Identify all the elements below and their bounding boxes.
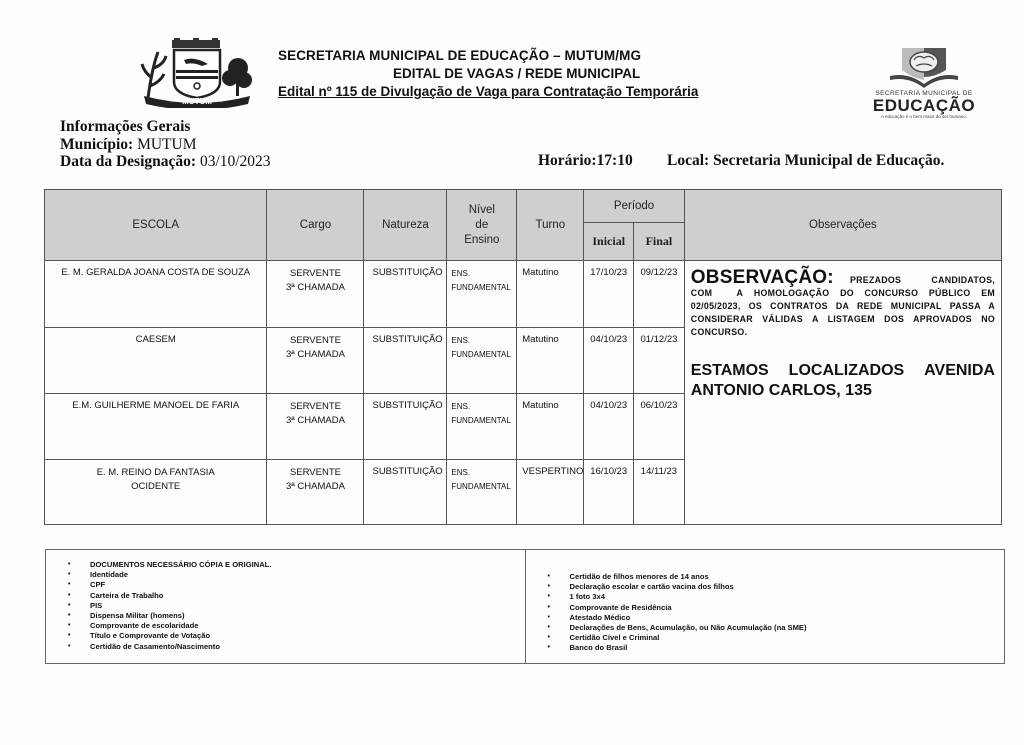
- sme-education-logo: [866, 44, 982, 128]
- escola-line: E. M. REINO DA FANTASIA: [96, 467, 215, 478]
- nivel-line: de: [475, 218, 489, 231]
- nivel-line: ENS.: [451, 468, 471, 477]
- cargo-line: SERVENTE: [289, 268, 341, 279]
- bullet-icon: •: [547, 603, 550, 611]
- observacao-first: PREZADOS CANDIDATOS, COM A: [690, 275, 995, 298]
- document-item: [548, 613, 1005, 623]
- nivel-line: ENS.: [451, 402, 471, 411]
- documents-left-list: [68, 560, 525, 652]
- cell-nivel: [447, 460, 517, 525]
- cell-final: 06/10/23: [634, 394, 685, 460]
- cell-inicial: 04/10/23: [584, 394, 634, 460]
- address-line2: ANTONIO CARLOS, 135: [690, 382, 872, 399]
- cargo-line: SERVENTE: [289, 467, 341, 478]
- address-word: AVENIDA: [924, 362, 995, 379]
- document-label: 1 foto 3x4: [569, 592, 605, 602]
- sme-logo-main: EDUCAÇÃO: [872, 96, 976, 115]
- address-word: ESTAMOS: [690, 362, 769, 379]
- cell-escola: [45, 261, 267, 328]
- address-word: LOCALIZADOS: [788, 362, 905, 379]
- document-item: [548, 643, 1005, 653]
- bullet-icon: •: [547, 644, 550, 652]
- nivel-line: ENS.: [451, 269, 471, 278]
- col-header-nivel: [447, 190, 517, 261]
- document-item: [548, 592, 1005, 602]
- general-info: [60, 118, 271, 171]
- data-designacao-label: Data da Designação:: [60, 153, 197, 170]
- mutum-crest-logo: [138, 38, 256, 108]
- document-label: Comprovante de Residência: [569, 602, 672, 612]
- header-title: SECRETARIA MUNICIPAL DE EDUCAÇÃO – MUTUM/MG: [278, 48, 642, 63]
- cargo-line: SERVENTE: [289, 335, 341, 346]
- escola-line: OCIDENTE: [131, 481, 181, 492]
- document-item: [548, 603, 1005, 613]
- bullet-icon: •: [547, 583, 550, 591]
- document-item: [548, 633, 1005, 643]
- observacoes-cell: [684, 261, 1001, 525]
- cell-final: 09/12/23: [634, 261, 685, 328]
- cell-natureza: SUBSTITUIÇÃO: [364, 460, 447, 525]
- cell-final: 01/12/23: [634, 328, 685, 394]
- document-label: Carteira de Trabalho: [90, 590, 164, 600]
- observacao-rest: HOMOLOGAÇÃO DO CONCURSO PÚBLICO EM 02/05/2023, OS CONTRATOS DA REDE MUNICIPAL PASSA A CONSIDERAR VÁLIDAS A LISTAGEM DOS APROVADOS NO CONCURSO.: [690, 288, 995, 337]
- header-subtitle: EDITAL DE VAGAS / REDE MUNICIPAL: [393, 66, 641, 81]
- bullet-icon: •: [68, 601, 71, 609]
- sme-logo-top: SECRETARIA MUNICIPAL DE: [875, 90, 973, 97]
- bullet-icon: •: [68, 632, 71, 640]
- col-header-periodo: Período: [584, 190, 684, 223]
- document-item: [548, 623, 1005, 633]
- cell-nivel: [447, 394, 517, 460]
- cargo-line: SERVENTE: [289, 401, 341, 412]
- document-label: Certidão de Casamento/Nascimento: [90, 641, 220, 651]
- bullet-icon: •: [547, 593, 550, 601]
- nivel-line: FUNDAMENTAL: [451, 350, 511, 359]
- document-label: CPF: [90, 580, 106, 590]
- bullet-icon: •: [68, 581, 71, 589]
- horario: [538, 152, 633, 170]
- document-label: Certidão de filhos menores de 14 anos: [569, 572, 709, 581]
- document-label: Banco do Brasil: [569, 643, 628, 653]
- document-item: [548, 582, 1005, 592]
- cell-cargo: [267, 460, 364, 525]
- municipio-value: MUTUM: [137, 135, 197, 153]
- document-item: [68, 580, 525, 590]
- cell-nivel: [447, 328, 517, 394]
- bullet-icon: •: [547, 634, 550, 642]
- cell-natureza: SUBSTITUIÇÃO: [364, 328, 447, 394]
- cell-turno: Matutino: [517, 261, 584, 328]
- document-label: Certidão Cível e Criminal: [569, 633, 660, 643]
- table-row: [45, 261, 1002, 328]
- document-item: [68, 570, 525, 580]
- cell-escola: [45, 328, 267, 394]
- document-label: Título e Comprovante de Votação: [90, 631, 211, 641]
- cell-cargo: [267, 394, 364, 460]
- document-item: [68, 591, 525, 601]
- bullet-icon: •: [547, 624, 550, 632]
- document-item: [548, 572, 1005, 582]
- document-label: Comprovante de escolaridade: [90, 621, 199, 631]
- documents-left-column: [46, 550, 525, 663]
- cell-natureza: SUBSTITUIÇÃO: [364, 394, 447, 460]
- cell-cargo: [267, 261, 364, 328]
- cell-escola: [45, 460, 267, 525]
- document-item: [68, 611, 525, 621]
- escola-line: E.M. GUILHERME MANOEL DE FARIA: [72, 400, 240, 411]
- data-designacao-value: 03/10/2023: [199, 153, 271, 170]
- document-item: [68, 631, 525, 641]
- document-item: [68, 621, 525, 631]
- document-item: [68, 642, 525, 652]
- col-header-escola: ESCOLA: [45, 190, 267, 261]
- bullet-icon: •: [68, 591, 71, 599]
- local: [667, 152, 944, 170]
- cell-inicial: 17/10/23: [584, 261, 634, 328]
- local-value: Secretaria Municipal de Educação.: [713, 152, 945, 169]
- bullet-icon: •: [68, 571, 71, 579]
- col-header-cargo: Cargo: [267, 190, 364, 261]
- observacao-label: OBSERVAÇÃO:: [690, 267, 834, 288]
- cell-final: 14/11/23: [634, 460, 685, 525]
- cell-turno: Matutino: [517, 328, 584, 394]
- sme-logo-tagline: A educação é o bem maior do ser humano.: [880, 114, 968, 119]
- observacao-text: [690, 267, 995, 339]
- cargo-line: 3ª CHAMADA: [285, 349, 345, 360]
- cell-nivel: [447, 261, 517, 328]
- info-heading: Informações Gerais: [60, 118, 191, 135]
- nivel-line: FUNDAMENTAL: [451, 482, 511, 491]
- escola-line: E. M. GERALDA JOANA COSTA DE SOUZA: [61, 267, 251, 278]
- edital-title: Edital nº 115 de Divulgação de Vaga para Contratação Temporária: [278, 84, 699, 99]
- document-label: Dispensa Militar (homens): [90, 611, 185, 621]
- col-header-natureza: Natureza: [364, 190, 447, 261]
- cargo-line: 3ª CHAMADA: [285, 481, 345, 492]
- document-item: [68, 601, 525, 611]
- book-brain-icon: [888, 44, 960, 90]
- document-label: PIS: [90, 600, 103, 610]
- vacancies-table: [44, 189, 1002, 525]
- cell-cargo: [267, 328, 364, 394]
- horario-label: Horário:: [538, 152, 597, 169]
- col-header-final: Final: [634, 223, 685, 261]
- document-label: Atestado Médico: [569, 612, 631, 622]
- bullet-icon: •: [68, 622, 71, 630]
- document-label: Declaração escolar e cartão vacina dos filhos: [569, 582, 734, 592]
- cell-inicial: 16/10/23: [584, 460, 634, 525]
- bullet-icon: •: [547, 613, 550, 621]
- address-text: [691, 361, 995, 401]
- cell-escola: [45, 394, 267, 460]
- bullet-icon: •: [547, 573, 550, 580]
- cell-natureza: SUBSTITUIÇÃO: [364, 261, 447, 328]
- required-documents-box: [45, 549, 1005, 664]
- document-label: Identidade: [90, 570, 128, 580]
- cell-inicial: 04/10/23: [584, 328, 634, 394]
- bullet-icon: •: [68, 642, 71, 650]
- documents-right-column: [525, 550, 1005, 663]
- nivel-line: FUNDAMENTAL: [451, 416, 511, 425]
- svg-text:MUTUM: MUTUM: [182, 97, 212, 106]
- col-header-observacoes: Observações: [684, 190, 1001, 261]
- nivel-line: Nível: [468, 203, 495, 216]
- document-label: Declarações de Bens, Acumulação, ou Não Acumulação (na SME): [569, 623, 807, 633]
- nivel-line: Ensino: [464, 233, 500, 246]
- local-label: Local:: [667, 152, 710, 169]
- municipio-label: Município:: [60, 135, 134, 153]
- escola-line: CAESEM: [135, 334, 176, 345]
- cell-turno: VESPERTINO: [517, 460, 584, 525]
- cargo-line: 3ª CHAMADA: [285, 282, 345, 293]
- nivel-line: FUNDAMENTAL: [451, 283, 511, 292]
- cargo-line: 3ª CHAMADA: [285, 415, 345, 426]
- documents-right-list: [548, 572, 1005, 654]
- horario-value: 17:10: [596, 152, 633, 169]
- col-header-inicial: Inicial: [584, 223, 634, 261]
- document-label: DOCUMENTOS NECESSÁRIO CÓPIA E ORIGINAL.: [90, 560, 272, 569]
- cell-turno: Matutino: [517, 394, 584, 460]
- bullet-icon: •: [68, 612, 71, 620]
- nivel-line: ENS.: [451, 336, 471, 345]
- col-header-turno: Turno: [517, 190, 584, 261]
- bullet-icon: •: [68, 561, 71, 568]
- document-item: [68, 560, 525, 570]
